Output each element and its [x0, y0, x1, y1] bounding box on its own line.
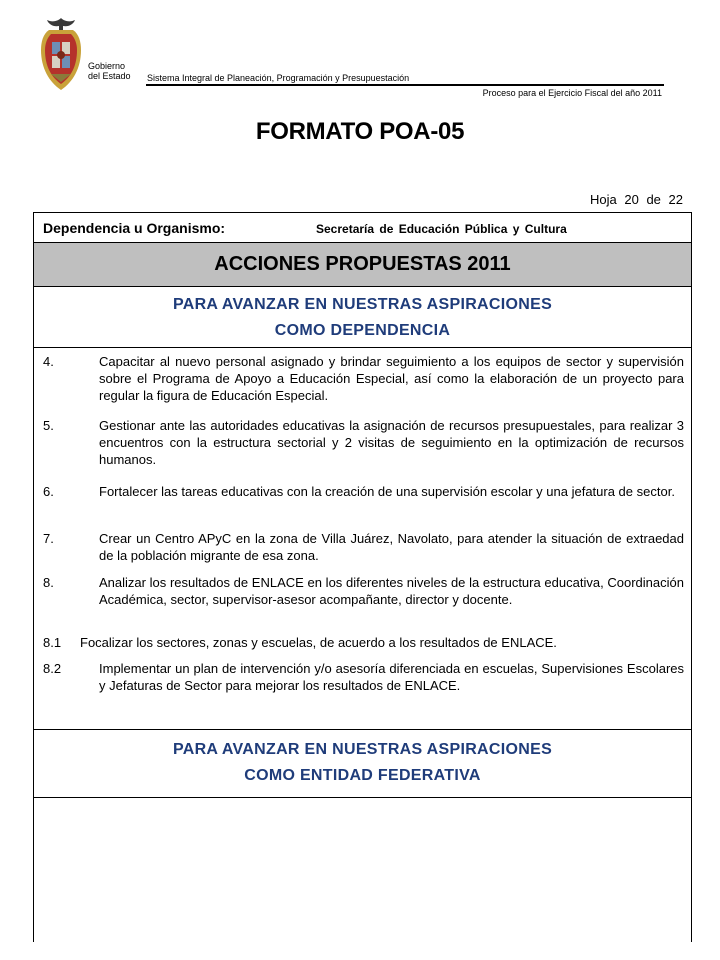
sheet-separator: de — [646, 192, 661, 207]
federal-actions-empty-area — [34, 798, 691, 943]
item-number: 8.2 — [43, 661, 62, 676]
item-number: 5. — [43, 418, 54, 433]
item-number: 7. — [43, 531, 54, 546]
item-text: Gestionar ante las autoridades educativas la asignación de recursos presupuestales, para realizar 3 encuentros con la estructura sectorial y 2 visitas de seguimiento en la optimización de recursos humanos. — [99, 418, 684, 467]
dependency-label: Dependencia u Organismo: — [43, 220, 226, 236]
item-text: Capacitar al nuevo personal asignado y brindar seguimiento a los equipos de sector y supervisión sobre el Programa de Apoyo a Educación Especial, así como la elaboración de un proyecto para regular la figura de Educación Especial. — [99, 354, 684, 403]
system-name: Sistema Integral de Planeación, Programación y Presupuestación — [147, 73, 410, 83]
item-number: 8. — [43, 575, 54, 590]
form-frame — [33, 212, 692, 942]
list-item — [43, 482, 684, 501]
section-dependency-line-2: COMO DEPENDENCIA — [274, 322, 451, 339]
header-divider — [146, 84, 664, 86]
section-dependency-line-1: PARA AVANZAR EN NUESTRAS ASPIRACIONES — [172, 296, 553, 313]
government-label — [88, 61, 131, 81]
government-line-2: del Estado — [88, 71, 131, 81]
sheet-current: 20 — [624, 192, 639, 207]
item-text: Crear un Centro APyC en la zona de Villa Juárez, Navolato, para atender la situación de extraedad de la población migrante de esa zona. — [99, 531, 684, 563]
actions-list — [34, 348, 691, 730]
item-text: Focalizar los sectores, zonas y escuelas, de acuerdo a los resultados de ENLACE. — [80, 635, 557, 650]
list-item — [43, 417, 684, 468]
actions-title: ACCIONES PROPUESTAS 2011 — [34, 243, 691, 287]
section-dependency-heading — [34, 287, 691, 348]
list-item — [43, 574, 684, 608]
list-item — [43, 353, 684, 404]
item-text: Implementar un plan de intervención y/o asesoría diferenciada en escuelas, Supervisiones Escolares y Jefaturas de Sector para mejorar los resultados de ENLACE. — [99, 661, 684, 693]
dependency-row — [34, 213, 691, 243]
item-text: Fortalecer las tareas educativas con la creación de una supervisión escolar y una jefatura de sector. — [99, 484, 675, 499]
section-federal-line-2: COMO ENTIDAD FEDERATIVA — [244, 767, 481, 784]
section-federal-line-1: PARA AVANZAR EN NUESTRAS ASPIRACIONES — [172, 741, 553, 758]
state-seal-logo — [37, 16, 85, 94]
dependency-value: Secretaría de Educación Pública y Cultura — [316, 222, 567, 236]
item-text: Analizar los resultados de ENLACE en los diferentes niveles de la estructura educativa, Coordinación Académica, sector, supervisor-asesor acompañante, director y docente. — [99, 575, 684, 607]
section-federal-heading — [34, 730, 691, 798]
sheet-total: 22 — [668, 192, 683, 207]
list-item — [43, 660, 684, 694]
item-number: 4. — [43, 354, 54, 369]
list-item — [43, 634, 684, 651]
item-number: 6. — [43, 484, 54, 499]
process-label: Proceso para el Ejercicio Fiscal del año 2011 — [482, 88, 662, 98]
page-title: FORMATO POA-05 — [255, 118, 465, 145]
government-line-1: Gobierno — [88, 61, 126, 71]
sheet-number — [586, 192, 683, 207]
sheet-label: Hoja — [589, 192, 617, 207]
item-number: 8.1 — [43, 635, 62, 650]
list-item — [43, 530, 684, 564]
